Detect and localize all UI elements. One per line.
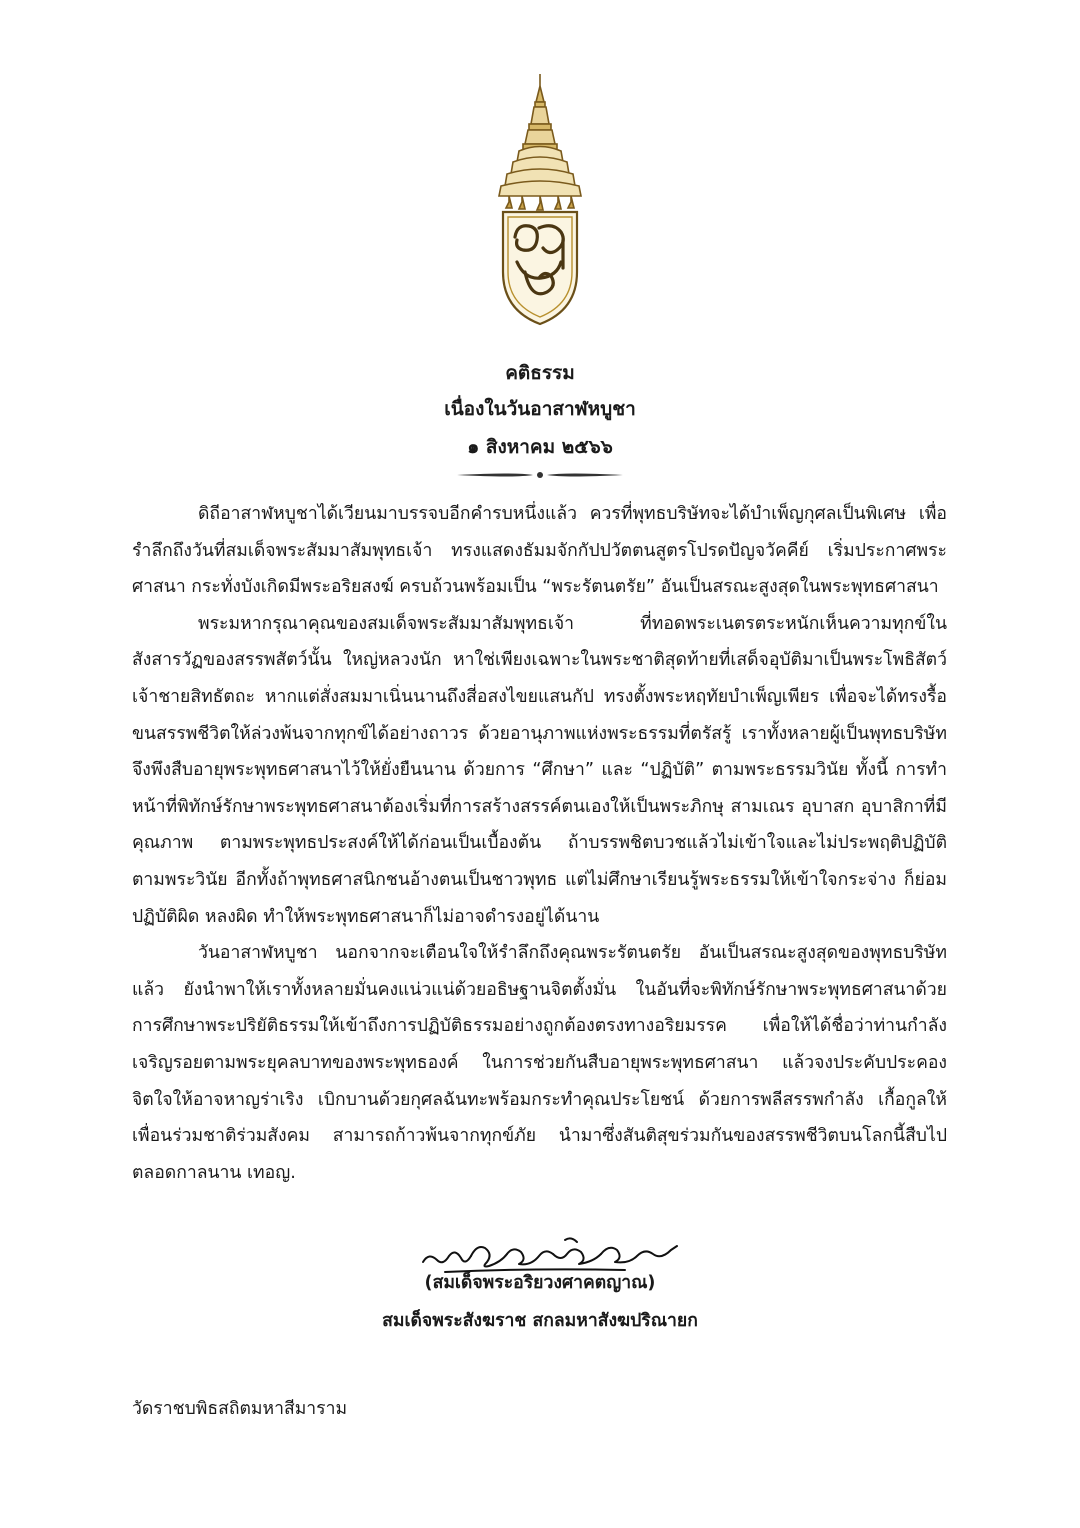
royal-crest-icon [495, 72, 585, 332]
temple-name: วัดราชบพิธสถิตมหาสีมาราม [132, 1399, 348, 1419]
document-date: ๑ สิงหาคม ๒๕๖๖ [467, 436, 613, 458]
document-subtitle: เนื่องในวันอาสาฬหบูชา [444, 398, 636, 420]
signatory-title: สมเด็จพระสังฆราช สกลมหาสังฆปริณายก [382, 1311, 698, 1331]
paragraph-3: วันอาสาฬหบูชา นอกจากจะเตือนใจให้รำลึกถึงคุณพระรัตนตรัย อันเป็นสรณะสูงสุดของพุทธบริษัทแล้ว ยังนำพาให้เราทั้งหลายมั่นคงแน่วแน่ด้วยอธิษฐานจิตตั้งมั่น ในอันที่จะพิทักษ์รักษาพระพุทธศาสนาด้วยการศึกษาพระปริยัติธรรมให้เข้าถึงการปฏิบัติธรรมอย่างถูกต้องตรงทางอริยมรรค เพื่อให้ได้ชื่อว่าท่านกำลังเจริญรอยตามพระยุคลบาทของพระพุทธองค์ ในการช่วยกันสืบอายุพระพุทธศาสนา แล้วจงประคับประคองจิตใจให้อาจหาญร่าเริง เบิกบานด้วยกุศลฉันทะพร้อมกระทำคุณประโยชน์ ด้วยการพลีสรรพกำลัง เกื้อกูลให้เพื่อนร่วมชาติร่วมสังคม สามารถก้าวพ้นจากทุกข์ภัย นำมาซึ่งสันติสุขร่วมกันของสรรพชีวิตบนโลกนี้สืบไป ตลอดกาลนาน เทอญ. [132, 943, 947, 1183]
ornament-divider-icon [455, 468, 625, 482]
paragraph-1: ดิถีอาสาฬหบูชาได้เวียนมาบรรจบอีกคำรบหนึ่งแล้ว ควรที่พุทธบริษัทจะได้บำเพ็ญกุศลเป็นพิเศษ เพื่อรำลึกถึงวันที่สมเด็จพระสัมมาสัมพุทธเจ้า ทรงแสดงธัมมจักกัปปวัตตนสูตรโปรดปัญจวัคคีย์ เริ่มประกาศพระศาสนา กระทั่งบังเกิดมีพระอริยสงฆ์ ครบถ้วนพร้อมเป็น “พระรัตนตรัย” อันเป็นสรณะสูงสุดในพระพุทธศาสนา [132, 504, 947, 598]
signatory-name: (สมเด็จพระอริยวงศาคตญาณ) [424, 1273, 656, 1293]
paragraph-2: พระมหากรุณาคุณของสมเด็จพระสัมมาสัมพุทธเจ้า ที่ทอดพระเนตรตระหนักเห็นความทุกข์ในสังสารวัฏของสรรพสัตว์นั้น ใหญ่หลวงนัก หาใช่เพียงเฉพาะในพระชาติสุดท้ายที่เสด็จอุบัติมาเป็นพระโพธิสัตว์เจ้าชายสิทธัตถะ หากแต่สั่งสมมาเนิ่นนานถึงสี่อสงไขยแสนกัป ทรงตั้งพระหฤทัยบำเพ็ญเพียร เพื่อจะได้ทรงรื้อขนสรรพชีวิตให้ล่วงพ้นจากทุกข์ได้อย่างถาวร ด้วยอานุภาพแห่งพระธรรมที่ตรัสรู้ เราทั้งหลายผู้เป็นพุทธบริษัท จึงพึงสืบอายุพระพุทธศาสนาไว้ให้ยั่งยืนนาน ด้วยการ “ศึกษา” และ “ปฏิบัติ” ตามพระธรรมวินัย ทั้งนี้ การทำหน้าที่พิทักษ์รักษาพระพุทธศาสนาต้องเริ่มที่การสร้างสรรค์ตนเองให้เป็นพระภิกษุ สามเณร อุบาสก อุบาสิกาที่มีคุณภาพ ตามพระพุทธประสงค์ให้ได้ก่อนเป็นเบื้องต้น ถ้าบรรพชิตบวชแล้วไม่เข้าใจและไม่ประพฤติปฏิบัติตามพระวินัย อีกทั้งถ้าพุทธศาสนิกชนอ้างตนเป็นชาวพุทธ แต่ไม่ศึกษาเรียนรู้พระธรรมให้เข้าใจกระจ่าง ก็ย่อมปฏิบัติผิด หลงผิด ทำให้พระพุทธศาสนาก็ไม่อาจดำรงอยู่ได้นาน [132, 613, 947, 927]
document-title: คติธรรม [505, 362, 575, 384]
letter-body [132, 496, 947, 1191]
